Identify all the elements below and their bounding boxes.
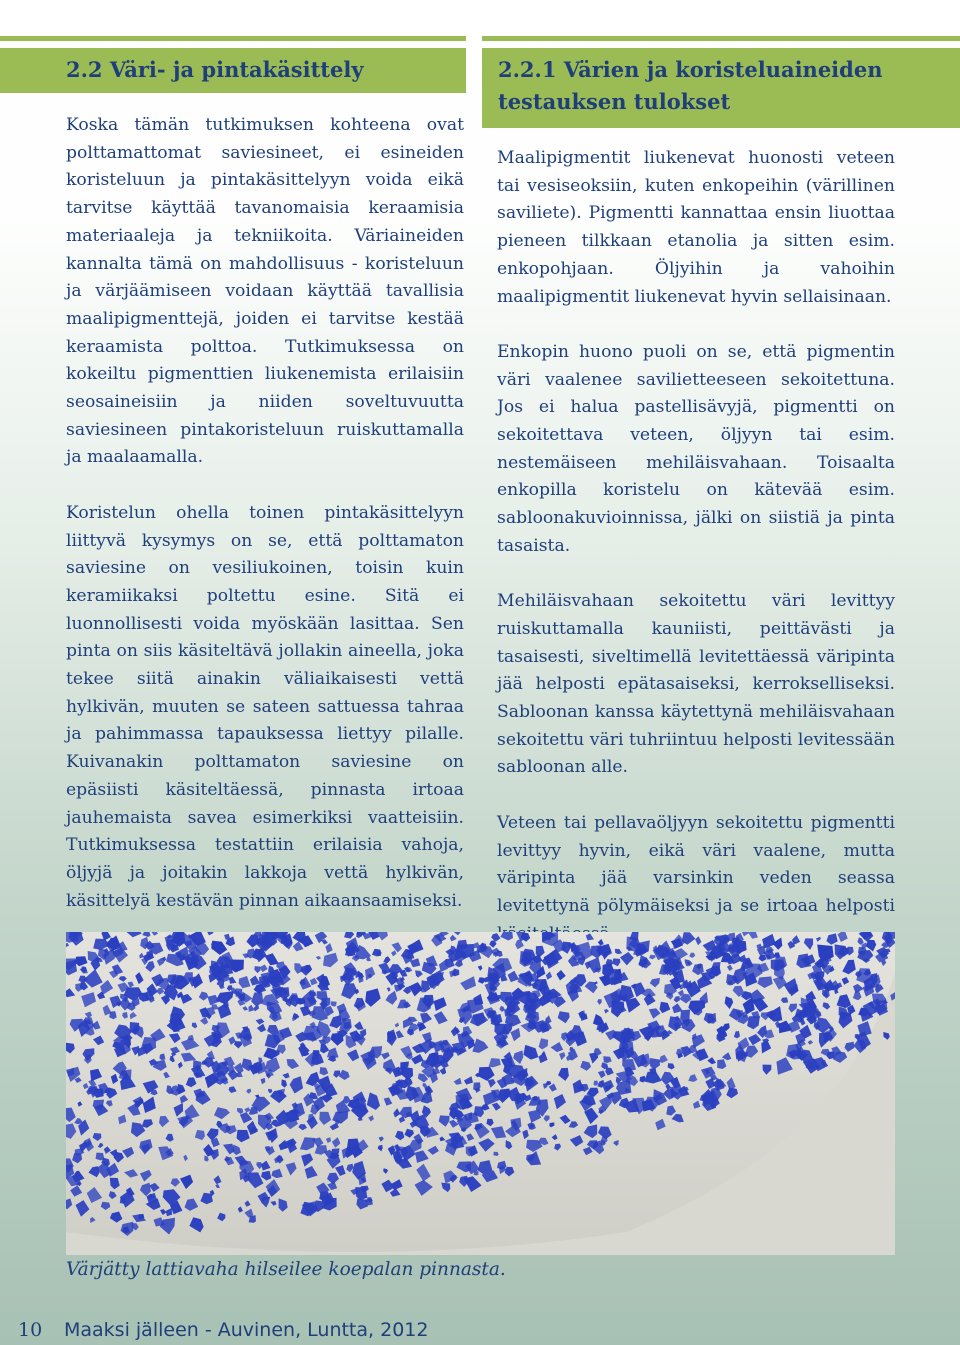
pigment-flake	[120, 1198, 126, 1204]
section-heading-right: 2.2.1 Värien ja koristeluaineiden testauksen tulokset	[482, 48, 960, 128]
left-paragraph-1: Koska tämän tutkimuksen kohteena ovat polttamattomat saviesineet, ei esineiden koristeluun ja pintakäsittelyyn voida eikä tarvitse käyttää tavanomaisia keraamisia materiaaleja ja tekniikoita. Väriaineiden kannalta tämä on mahdollisuus - koristeluun ja värjäämiseen voidaan käyttää tavallisia maalipigmenttejä, joiden ei tarvitse kestää keraamista polttoa. Tutkimuksessa on kokeiltu pigmenttien liukenemista erilaisiin seosaineisiin ja niiden soveltuvuutta saviesineen pintakoristeluun ruiskuttamalla ja maalaamalla.	[66, 115, 464, 468]
top-rule-left	[0, 36, 466, 41]
pigment-flake	[520, 951, 534, 967]
right-column	[497, 145, 895, 976]
right-paragraph-3: Mehiläisvahaan sekoitettu väri levittyy ruiskuttamalla kauniisti, peittävästi ja tasaisesti, siveltimellä levitettäessä väripinta jää helposti epätasaiseksi, kerrokselliseksi. Sabloonan kanssa käytettynä mehiläisvahaan sekoitettu väri tuhriintuu helposti levitessään sabloonan alle.	[497, 591, 895, 778]
section-heading-left: 2.2 Väri- ja pintakäsittely	[0, 48, 466, 93]
left-column	[66, 112, 464, 943]
flaking-wax-image	[66, 932, 895, 1255]
top-rule-right	[482, 36, 960, 41]
photo-caption: Värjätty lattiavaha hilseilee koepalan pinnasta.	[66, 1259, 506, 1280]
right-paragraph-4: Veteen tai pellavaöljyyn sekoitettu pigmentti levittyy hyvin, eikä väri vaalene, mutta väripinta jää varsinkin veden seassa levitettynä pölymäiseksi ja se irtoaa helposti	[497, 812, 895, 916]
right-paragraph-1: Maalipigmentit liukenevat huonosti veteen tai vesiseoksiin, kuten enkopeihin (värillinen saviliete). Pigmentti kannattaa ensin liuottaa pieneen tilkkaan etanolia ja sitten esim. enkopohjaan. Öljyihin ja vahoihin maalipigmentit liukenevat hyvin sellaisinaan.	[497, 148, 895, 307]
pigment-sample-photo	[66, 932, 895, 1255]
page-number: 10	[18, 1319, 43, 1341]
footer-citation: Maaksi jälleen - Auvinen, Luntta, 2012	[64, 1319, 429, 1341]
right-paragraph-2: Enkopin huono puoli on se, että pigmentin väri vaalenee savilietteeseen sekoitettuna. Jos ei halua pastellisävyjä, pigmentti on sekoitettava veteen, öljyyn tai esim. nestemäiseen mehiläisvahaan. Toisaalta enkopilla koristelu on kätevää esim. sabloonakuvioinnissa, jälki on siistiä ja pinta tasaista.	[497, 341, 895, 556]
left-paragraph-2: Koristelun ohella toinen pintakäsittelyyn liittyvä kysymys on se, että polttamaton saviesine on vesiliukoinen, toisin kuin keramiikaksi poltettu esine. Sitä ei luonnollisesti voida myöskään lasittaa. Sen pinta on siis käsiteltävä jollakin aineella, joka tekee siitä ainakin väliaikaisesti vettä hylkivän, muuten se sateen sattuessa tahraa ja pahimmassa tapauksessa liettyy pilalle. Kuivanakin polttamaton saviesine on epäsiisti käsiteltäessä, pinnasta irtoaa jauhemaista savea esimerkiksi vaatteisiin. Tutkimuksessa testattiin erilaisia vahoja, öljyjä ja joitakin lakkoja vettä hylkivän, käsittelyä kestävän pinnan aikaansaamiseksi.	[66, 502, 464, 911]
